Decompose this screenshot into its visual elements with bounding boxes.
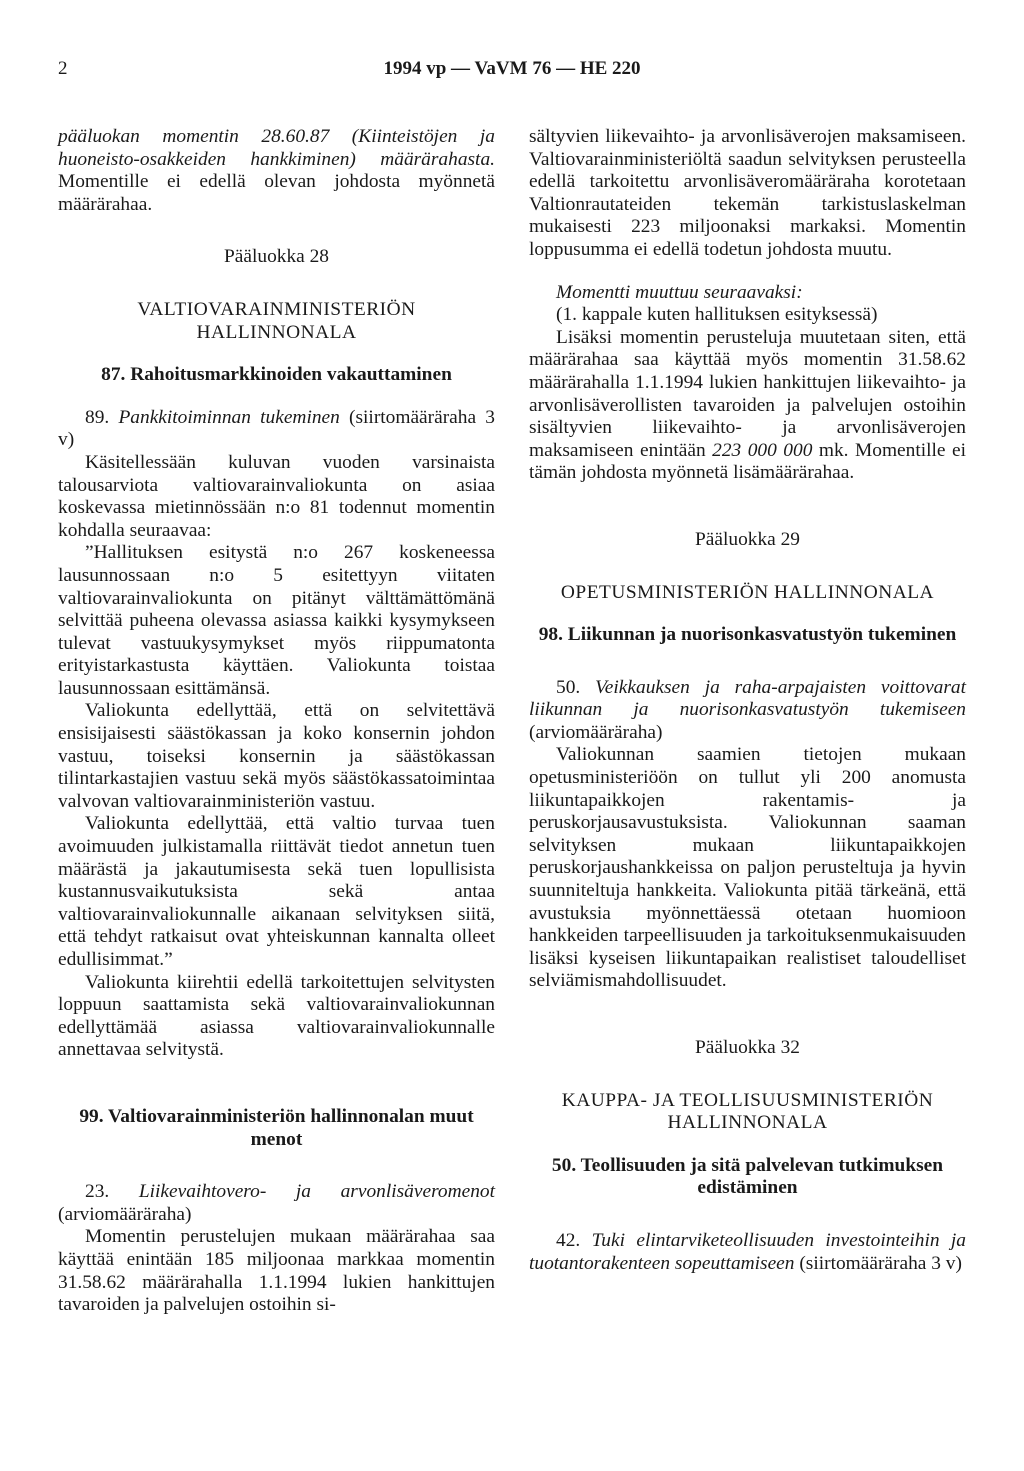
paragraph: Momentin perustelujen mukaan määrärahaa saa käyttää enintään 185 miljoonaa markkaa momentin 31.58.62 määrärahalla 1.1.1994 lukien hankittujen tavaroiden ja palvelujen ostoihin si- (58, 1226, 495, 1316)
item-89 (58, 407, 495, 452)
main-class-heading-28: Pääluokka 28 (223, 246, 329, 268)
item-23-title: Liikevaihtovero- ja arvonlisäveromenot (138, 1181, 495, 1203)
item-23-number: 23. (85, 1181, 139, 1203)
paragraph: Valiokunta edellyttää, että valtio turvaa tuen avoimuuden julkistamalla riittävät tiedot annetun tuen määrästä ja jakautumisesta sekä tuen lopullisista kustannusvaikutuksista sekä antaa valtiovarainvaliokunnalle aikanaan selvityksen siitä, että tehdyt ratkaisut ovat yhteiskunnan kannalta olleet edullisimmat.” (58, 813, 495, 970)
ministry-heading-29: OPETUSMINISTERIÖN HALLINNONALA (560, 581, 935, 603)
page-number: 2 (58, 58, 68, 79)
item-42-type: (siirtomääräraha 3 v) (794, 1252, 962, 1274)
section-heading-87: 87. Rahoitusmarkkinoiden vakauttaminen (101, 364, 452, 386)
intro-rest: Momentille ei edellä olevan johdosta myönnetä määrärahaa. (58, 171, 495, 215)
amended-paragraph (529, 327, 966, 485)
item-42-title: Tuki elintarviketeollisuuden investointeihin ja tuotantorakenteen sopeuttamiseen (529, 1229, 966, 1274)
running-header: 1994 vp — VaVM 76 — HE 220 (383, 58, 641, 79)
item-50-number: 50. (556, 676, 596, 698)
item-89-number: 89. (85, 406, 119, 428)
amended-amount: 223 000 000 (712, 439, 813, 461)
ministry-heading-32: KAUPPA- JA TEOLLISUUSMINISTERIÖN HALLINNONALA (561, 1089, 934, 1134)
paragraph: Käsitellessään kuluvan vuoden varsinaista talousarviota valtiovarainvaliokunta on asiaa koskevassa mietinnössään n:o 81 todennut momentin kohdalla seuraavaa: (58, 451, 495, 541)
paragraph: Valiokunnan saamien tietojen mukaan opetusministeriöön on tullut yli 200 anomusta liikuntapaikkojen rakentamis- ja peruskorjausavustuksista. Valiokunnan saaman selvityksen mukaan liikuntapaikkojen peruskorjaushankkeissa on paljon perusteltuja ja hyvin suunniteltuja hankkeita. Valiokunta pitää tärkeänä, että avustuksia myönnettäessä otetaan huomioon hankkeiden tarpeellisuuden ja tarkoituksenmukaisuuden lisäksi kyseisen liikuntapaikan realistiset taloudelliset selviämismahdollisuudet. (529, 744, 966, 992)
paragraph: ”Hallituksen esitystä n:o 267 koskeneessa lausunnossaan n:o 5 esitettyyn viitaten valtiovarainvaliokunta on pitänyt välttämättömänä selvittää puheena olevassa asiassa kaikki kysymykseen tulevat vastuukysymykset myös riippumatonta erityistarkastusta käyttäen. Valiokunta toistaa lausunnossaan esittämänsä. (58, 542, 495, 699)
item-50 (529, 677, 966, 745)
section-heading-50: 50. Teollisuuden ja sitä palvelevan tutkimuksen edistäminen (551, 1154, 944, 1199)
item-42-number: 42. (556, 1229, 592, 1251)
changes-note: (1. kappale kuten hallituksen esityksessä) (556, 304, 878, 326)
paragraph: Valiokunta edellyttää, että on selvitettävä ensisijaisesti säästökassan ja koko konsernin johdon vastuu, toiseksi konsernin ja säästökassan tilintarkastajien vastuu sekä myös säästökassatoimintaa valvovan valtiovarainministeriön vastuu. (58, 700, 495, 812)
main-class-heading-29: Pääluokka 29 (694, 528, 800, 550)
intro-paragraph (58, 126, 495, 216)
item-89-title: Pankkitoiminnan tukeminen (118, 406, 340, 428)
item-89-type: (siirtomääräraha 3 v) (58, 406, 495, 451)
item-42 (529, 1230, 966, 1275)
item-23-type: (arviomääräraha) (58, 1203, 192, 1225)
item-50-title: Veikkauksen ja raha-arpajaisten voittovarat liikunnan ja nuorisonkasvatustyön tukemiseen (529, 676, 966, 721)
ministry-heading-28: VALTIOVARAINMINISTERIÖN HALLINNONALA (137, 298, 416, 343)
paragraph: Valiokunta kiirehtii edellä tarkoitettujen selvitysten loppuun saattamista sekä valtiovarainvaliokunnan edellyttämää asiassa valtiovarainvaliokunnalle annettavaa selvitystä. (58, 971, 495, 1061)
section-heading-98: 98. Liikunnan ja nuorisonkasvatustyön tukeminen (538, 624, 957, 646)
main-class-heading-32: Pääluokka 32 (694, 1037, 800, 1058)
amended-text-2: mk. Momentille ei tämän johdosta myönnetä lisämäärärahaa. (529, 439, 967, 484)
continued-paragraph: sältyvien liikevaihto- ja arvonlisäverojen maksamiseen. Valtiovarainministeriöltä saadun selvityksen perusteella edellä tarkoitettu arvonlisäveromääräraha korotetaan Valtionrautateiden tekemän tarkistuslaskelman mukaisesti 223 miljoonaksi markaksi. Momentin loppusumma ei edellä todetun johdosta muutu. (529, 126, 966, 260)
amended-text-1: Lisäksi momentin perusteluja muutetaan siten, että määrärahaa saa käyttää myös momentin 31.58.62 määrärahalla 1.1.1994 lukien hankittujen liikevaihto- ja arvonlisäverollisten tavaroiden ja palvelujen ostoihin sisältyvien liikevaihto- ja arvonlisäverojen maksamiseen enintään (529, 326, 966, 461)
left-column (58, 126, 495, 1317)
item-50-type: (arviomääräraha) (529, 721, 663, 743)
changes-intro: Momentti muuttuu seuraavaksi: (556, 281, 803, 303)
item-23 (58, 1181, 495, 1226)
section-heading-99: 99. Valtiovarainministeriön hallinnonalan muut menot (79, 1105, 474, 1150)
intro-italic: pääluokan momentin 28.60.87 (Kiinteistöjen ja huoneisto-osakkeiden hankkiminen) määrärahasta. (58, 126, 495, 170)
right-column (529, 126, 966, 1275)
